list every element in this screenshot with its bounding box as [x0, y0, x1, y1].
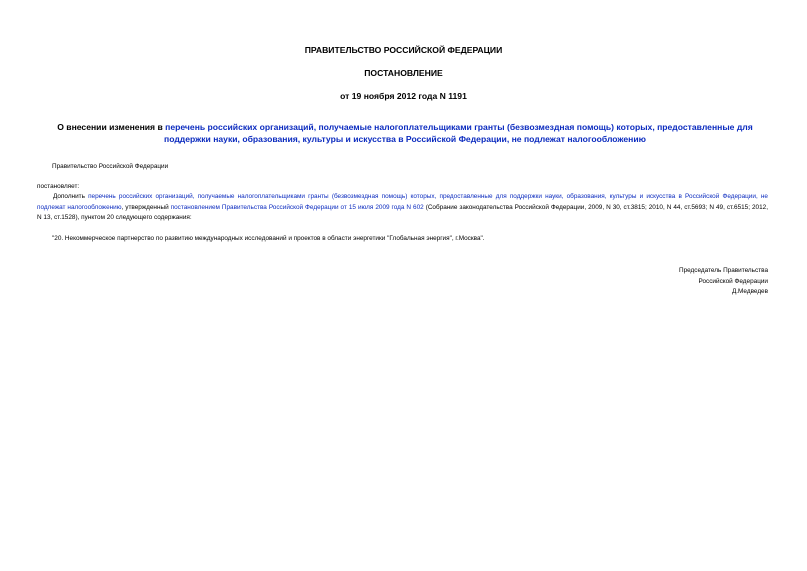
title-prefix: О внесении изменения в [57, 122, 166, 132]
government-label: Правительство Российской Федерации [52, 163, 169, 170]
government-heading: ПРАВИТЕЛЬСТВО РОССИЙСКОЙ ФЕДЕРАЦИИ [304, 45, 503, 55]
item-20-text: "20. Некоммерческое партнерство по развитию международных исследований и проектов в области энергетики "Глобальная энергия", г.Москва". [52, 235, 485, 242]
paragraph-link-organizations-list[interactable]: перечень российских организаций, получаемые налогоплательщиками гранты (безвозмездная помощь) которых, предоставленные для поддержки науки, образования, культуры и искусства в Российской Федерации, не подлежат налогообложению [37, 193, 768, 211]
resolves-label: постановляет: [37, 183, 80, 190]
paragraph-end: (Собрание законодательства Российской Федерации, 2009, N 30, ст.3815; 2010, N 44, ст.5693; N 49, ст.6515; 2012, N 13, ст.1528), пунктом 20 следующего содержания: [37, 203, 768, 221]
signatory-name: Д.Медведев [731, 288, 768, 295]
document-title [44, 121, 766, 145]
signature-block [679, 266, 768, 298]
paragraph-mid: , утвержденный [121, 203, 171, 211]
signatory-position-line2: Российской Федерации [698, 277, 768, 285]
paragraph-intro: Дополнить [53, 193, 89, 200]
signatory-position-line1: Председатель Правительства [679, 267, 768, 274]
title-link-organizations-list[interactable]: перечень российских организаций, получаемые налогоплательщиками гранты (безвозмездная помощь) которых, предоставленные для поддержки науки, образования, культуры и искусства в Российской Федерации, не подлежат налогообложению [164, 122, 753, 144]
main-paragraph [37, 192, 768, 224]
date-number-heading: от 19 ноября 2012 года N 1191 [340, 91, 467, 101]
document-type-heading: ПОСТАНОВЛЕНИЕ [364, 68, 443, 78]
paragraph-link-resolution-602[interactable]: постановлением Правительства Российской Федерации от 15 июля 2009 года N 602 [170, 203, 424, 211]
